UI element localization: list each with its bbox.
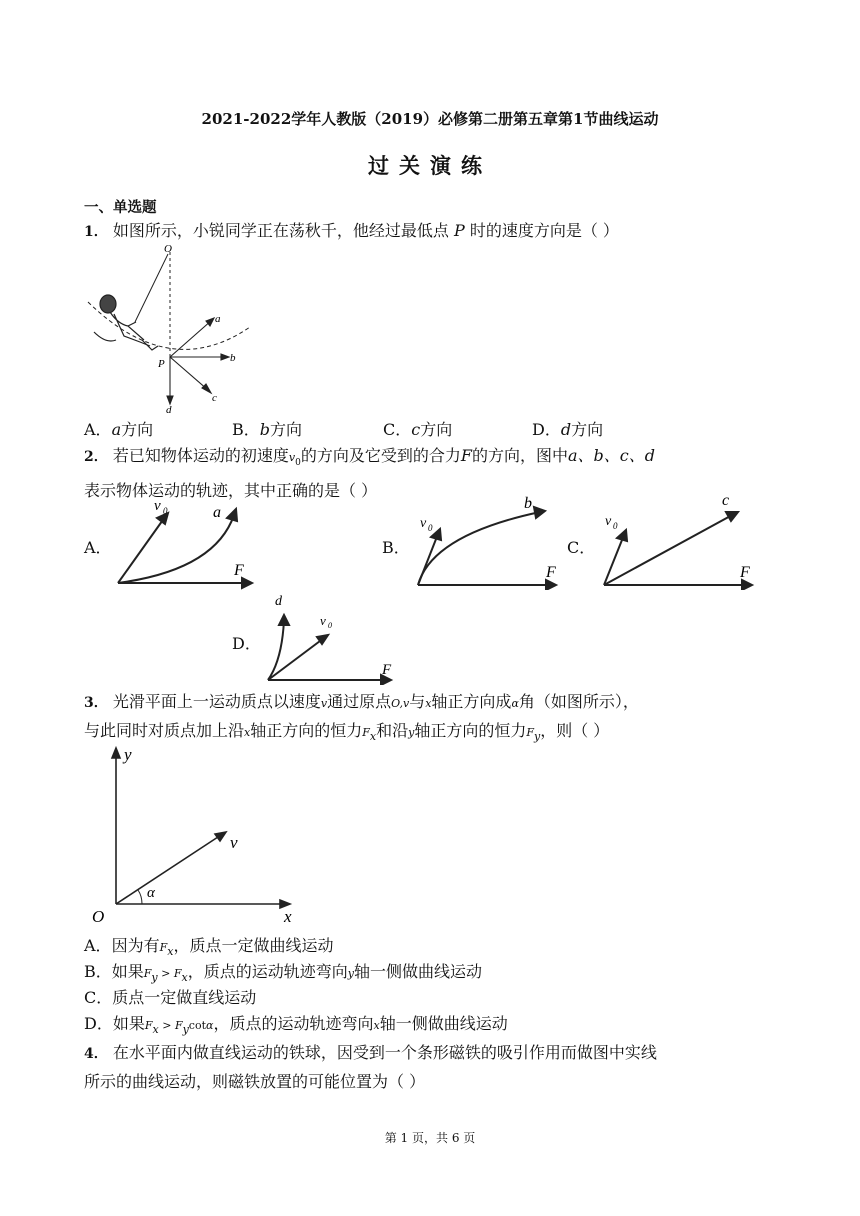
velocity-label: v	[230, 833, 238, 852]
variable-x: x	[373, 1019, 380, 1032]
variable-y: y	[408, 726, 415, 739]
option-key: C．	[84, 988, 113, 1007]
option-text: 质点一定做直线运动	[112, 988, 257, 1007]
option-text: 轴一侧做曲线运动	[353, 962, 482, 981]
option-c[interactable]	[383, 417, 452, 440]
v0-label: v	[154, 498, 161, 514]
option-text: 方向	[571, 420, 604, 439]
q2-figure-b	[412, 490, 567, 590]
v0-subscript: 0	[613, 521, 618, 531]
option-text: 如果	[111, 962, 144, 981]
option-key: D．	[532, 420, 561, 439]
option-text: 如果	[112, 1014, 145, 1033]
subscript: y	[151, 971, 158, 985]
document-title: 2021-2022学年人教版（2019）必修第二册第五章第1节曲线运动	[201, 110, 659, 128]
subscript: y	[182, 1023, 189, 1037]
option-text: ，质点一定做曲线运动	[173, 936, 334, 955]
origin-label: O	[92, 907, 105, 926]
variable-p: P	[453, 221, 465, 240]
arrow-b-label: b	[230, 352, 236, 364]
arrow-a-label: a	[215, 313, 221, 325]
q2-option-a[interactable]: A．	[84, 538, 112, 557]
gt-sign: >	[158, 1019, 175, 1032]
variable-f: F	[144, 1019, 153, 1032]
question-text: 的方向，图中	[471, 446, 568, 465]
question-text: 轴正方向的恒力	[250, 721, 363, 740]
path-b-label: b	[524, 495, 532, 512]
arrow-d-label: d	[166, 404, 172, 416]
variable-f: F	[460, 446, 472, 465]
question-text: 通过原点	[327, 692, 392, 711]
exercise-heading: 过关演练	[368, 153, 492, 178]
point-p-label: P	[158, 358, 165, 370]
option-var: d	[560, 420, 572, 439]
question-text: 轴正方向成	[431, 692, 512, 711]
option-key: C．	[383, 420, 412, 439]
q2-option-d[interactable]: D．	[232, 634, 261, 653]
option-text: ，质点的运动轨迹弯向	[213, 1014, 374, 1033]
question-text: 如图所示，小锐同学正在荡秋千，他经过最低点	[112, 221, 449, 240]
force-label: F	[382, 662, 392, 678]
variable-v: v	[288, 451, 296, 464]
arrow-c-label: c	[212, 392, 217, 404]
question-3-stem	[84, 688, 814, 750]
option-text: 方向	[270, 420, 303, 439]
path-d-label: d	[275, 594, 282, 609]
variable-f: F	[143, 967, 152, 980]
question-text: 和沿	[376, 721, 409, 740]
option-key: B．	[84, 962, 112, 981]
question-number: 1．	[84, 224, 108, 240]
angle-label: α	[147, 885, 155, 901]
q3-axes-figure	[84, 742, 314, 927]
cot-function: cot	[188, 1019, 207, 1032]
variable-x: x	[425, 697, 432, 710]
question-text: 表示物体运动的轨迹，其中正确的是（ ）	[84, 481, 378, 501]
question-text: 光滑平面上一运动质点以速度	[112, 692, 321, 711]
q2-figure-d	[262, 590, 407, 685]
subscript: x	[152, 1023, 159, 1037]
v0-label: v	[320, 613, 326, 628]
path-c-label: c	[722, 492, 730, 509]
page-footer: 第 1 页，共 6 页	[384, 1131, 476, 1145]
q2-option-c[interactable]: C．	[567, 538, 596, 557]
force-label: F	[740, 564, 750, 581]
option-var: a	[111, 420, 122, 439]
variable-f: F	[173, 967, 182, 980]
subscript: y	[534, 730, 541, 744]
option-key: A．	[84, 936, 112, 955]
question-text: 若已知物体运动的初速度	[112, 446, 289, 465]
variable-fy: F	[526, 726, 534, 739]
q2-figure-c	[598, 488, 768, 590]
variable-y: y	[347, 967, 354, 980]
option-var: c	[411, 420, 421, 439]
option-b[interactable]	[232, 417, 302, 440]
option-text: ，质点的运动轨迹弯向	[187, 962, 348, 981]
question-text: 与	[409, 692, 426, 711]
swing-figure	[80, 242, 260, 417]
gt-sign: >	[157, 967, 174, 980]
option-text: 轴一侧做曲线运动	[379, 1014, 508, 1033]
question-text: 时的速度方向是（ ）	[469, 221, 619, 240]
question-text: ，则（ ）	[540, 721, 610, 740]
subscript: x	[369, 730, 377, 744]
option-text: 方向	[420, 420, 453, 439]
subscript: 0	[295, 458, 301, 469]
y-axis-label: y	[124, 745, 132, 764]
question-number: 2．	[84, 449, 108, 465]
v0-subscript: 0	[163, 506, 168, 516]
v0-label: v	[605, 514, 612, 529]
question-text: 角（如图所示），	[518, 692, 639, 711]
option-key: B．	[232, 420, 260, 439]
section-heading: 一、单选题	[84, 199, 157, 216]
x-axis-label: x	[284, 907, 292, 926]
q3-option-c[interactable]	[84, 984, 256, 1011]
subscript: x	[181, 971, 188, 985]
option-key: D．	[84, 1014, 113, 1033]
option-text: 因为有	[111, 936, 160, 955]
option-a[interactable]	[84, 417, 153, 440]
subscript: x	[167, 945, 174, 959]
q2-figure-a	[110, 495, 260, 590]
question-text: 在水平面内做直线运动的铁球，因受到一个条形磁铁的吸引作用而做图中实线	[112, 1043, 657, 1062]
q2-option-b[interactable]: B．	[382, 538, 410, 557]
variable-fx: F	[362, 726, 370, 739]
point-o-label: O	[164, 243, 172, 255]
question-text: 与此同时对质点加上沿	[84, 721, 245, 740]
variable-v: v	[320, 697, 328, 710]
variable-fx: F	[159, 941, 168, 954]
question-text: 所示的曲线运动，则磁铁放置的可能位置为（ ）	[84, 1072, 426, 1091]
variable-x: x	[244, 726, 251, 739]
option-text: 方向	[121, 420, 154, 439]
v0-label: v	[420, 516, 427, 531]
question-number: 3．	[84, 695, 108, 711]
v0-subscript: 0	[428, 523, 433, 533]
force-label: F	[234, 562, 244, 579]
question-text: 的方向及它受到的合力	[300, 446, 461, 465]
variable-alpha: α	[511, 697, 519, 710]
option-key: A．	[84, 420, 112, 439]
v0-subscript: 0	[328, 621, 332, 630]
person-on-swing-icon	[94, 295, 158, 350]
variable-list: a、b、c、d	[567, 446, 655, 465]
question-4-stem	[84, 1039, 814, 1095]
option-var: b	[259, 420, 271, 439]
question-text: 轴正方向的恒力	[414, 721, 527, 740]
variable-ov: O,v	[391, 697, 410, 710]
variable-alpha: α	[206, 1019, 214, 1032]
option-d[interactable]	[532, 417, 603, 440]
force-label: F	[546, 564, 556, 581]
question-number: 4．	[84, 1046, 108, 1062]
variable-f: F	[174, 1019, 183, 1032]
path-a-label: a	[213, 504, 221, 521]
